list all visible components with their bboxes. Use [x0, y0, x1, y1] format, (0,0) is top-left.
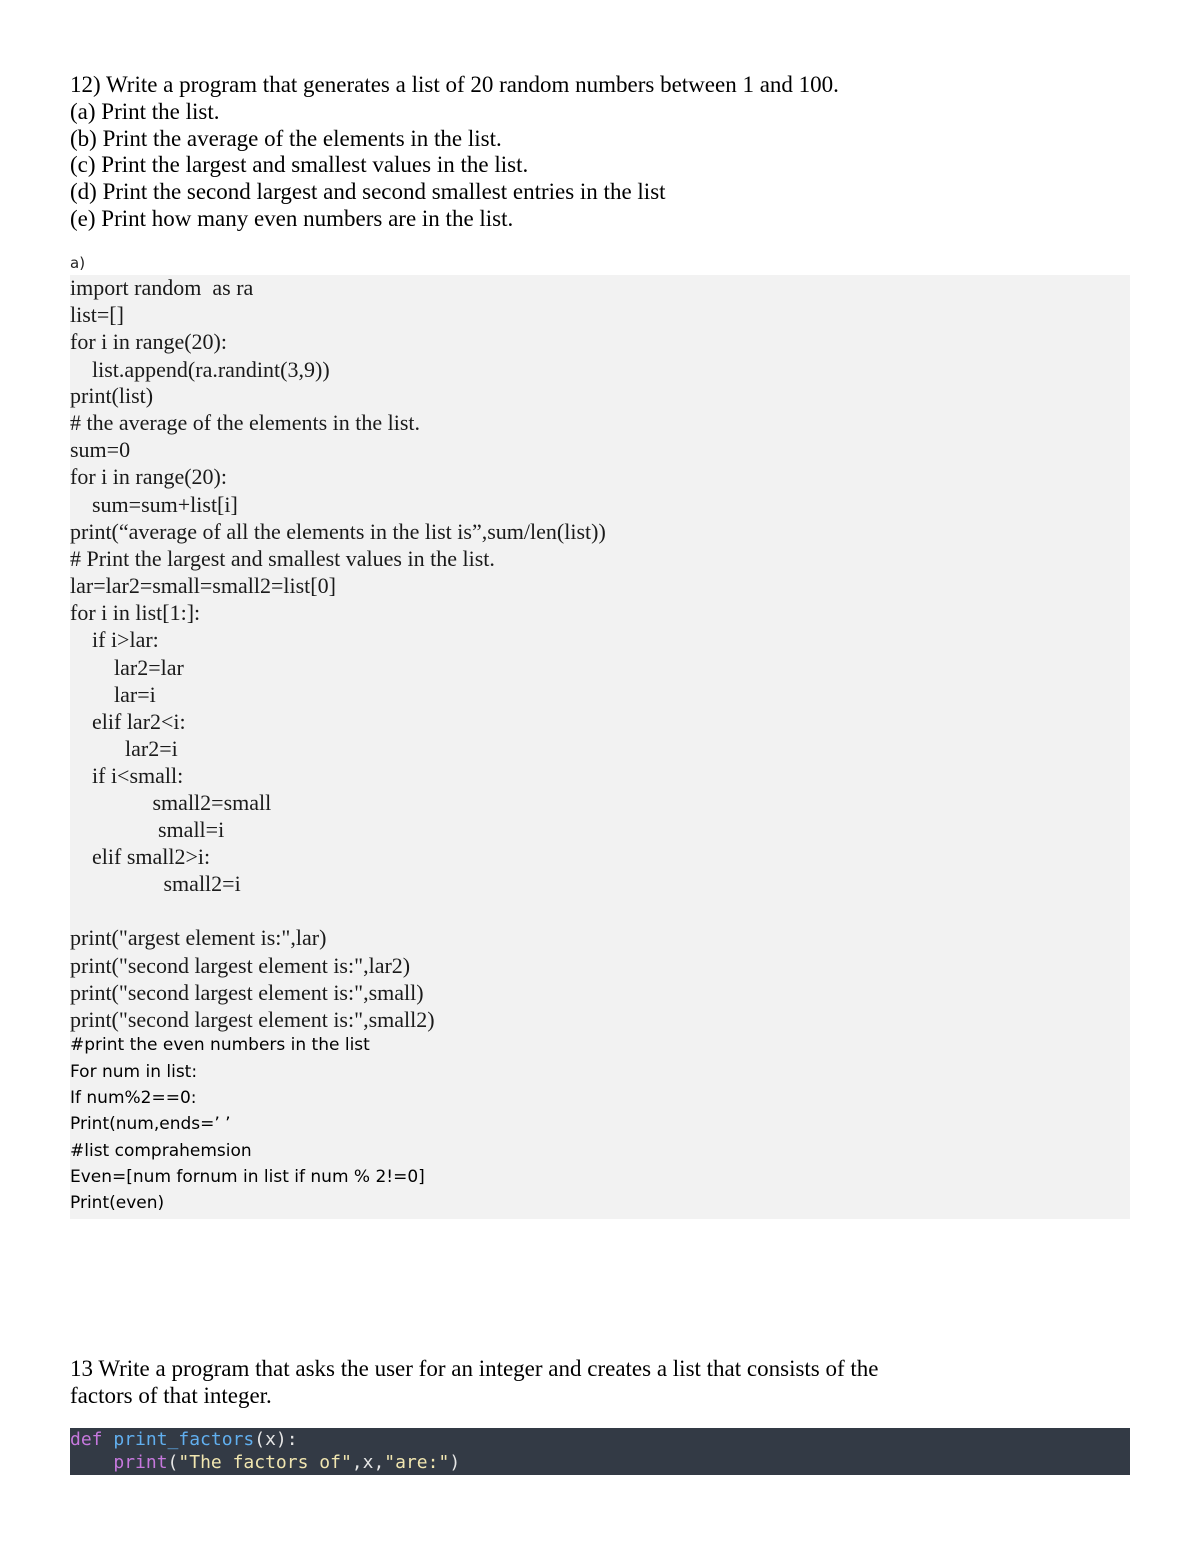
code-string: "The factors of" — [178, 1452, 352, 1473]
code-line: # the average of the elements in the list. — [70, 410, 421, 435]
code-line: For num in list: — [70, 1062, 198, 1082]
question-12 — [70, 72, 1130, 233]
code-line: lar2=lar — [70, 655, 184, 680]
code-line: Print(even) — [70, 1193, 165, 1213]
code-line: if i>lar: — [70, 627, 159, 652]
dark-code-line — [70, 1429, 298, 1451]
code-line: import random as ra — [70, 275, 254, 300]
question-12-line: 12) Write a program that generates a list of 20 random numbers between 1 and 100. — [70, 72, 839, 97]
code-line: for i in list[1:]: — [70, 600, 201, 625]
code-line: lar=lar2=small=small2=list[0] — [70, 573, 336, 598]
code-line: elif lar2<i: — [70, 709, 186, 734]
code-line: print("argest element is:",lar) — [70, 925, 327, 950]
dark-code-block — [70, 1428, 1130, 1475]
code-line: list=[] — [70, 302, 124, 327]
code-line: small2=i — [70, 871, 241, 896]
code-line: for i in range(20): — [70, 329, 227, 354]
code-string: "are:" — [384, 1452, 450, 1473]
code-line: Print(num,ends=’ ’ — [70, 1114, 231, 1134]
question-13-line: 13 Write a program that asks the user for an integer and creates a list that consists of the — [70, 1356, 879, 1381]
code-line: sum=sum+list[i] — [70, 492, 238, 517]
code-line: Even=[num fornum in list if num % 2!=0] — [70, 1167, 425, 1187]
part-label: a) — [70, 254, 86, 272]
code-line: for i in range(20): — [70, 464, 227, 489]
code-args: ,x, — [351, 1452, 385, 1473]
code-line: print(list) — [70, 383, 154, 408]
code-line: if i<small: — [70, 763, 184, 788]
code-line: If num%2==0: — [70, 1088, 197, 1108]
code-line: lar2=i — [70, 736, 178, 761]
question-12-line: (a) Print the list. — [70, 98, 220, 124]
code-paren: ) — [449, 1452, 461, 1473]
question-12-line: (e) Print how many even numbers are in the list. — [70, 205, 514, 231]
code-indent — [70, 1452, 113, 1473]
code-params: (x): — [254, 1429, 298, 1450]
keyword-def: def — [70, 1429, 103, 1450]
question-13 — [70, 1356, 1130, 1410]
code-line: small2=small — [70, 790, 272, 815]
code-block — [70, 275, 1130, 1219]
builtin-print: print — [113, 1452, 168, 1473]
function-name: print_factors — [113, 1429, 255, 1450]
question-13-line: factors of that integer. — [70, 1382, 272, 1408]
dark-code-line — [70, 1452, 460, 1474]
code-line: print("second largest element is:",small2) — [70, 1007, 435, 1032]
code-line: elif small2>i: — [70, 844, 211, 869]
code-line: lar=i — [70, 682, 156, 707]
code-paren: ( — [167, 1452, 179, 1473]
code-line: print("second largest element is:",small) — [70, 980, 424, 1005]
code-line: #print the even numbers in the list — [70, 1035, 370, 1055]
question-12-line: (b) Print the average of the elements in the list. — [70, 125, 502, 151]
code-line: print("second largest element is:",lar2) — [70, 953, 411, 978]
code-line: print(“average of all the elements in the list is”,sum/len(list)) — [70, 519, 606, 544]
question-12-line: (d) Print the second largest and second smallest entries in the list — [70, 179, 666, 205]
code-line: sum=0 — [70, 437, 131, 462]
code-line: small=i — [70, 817, 225, 842]
code-line: list.append(ra.randint(3,9)) — [70, 357, 330, 382]
code-line: #list comprahemsion — [70, 1141, 252, 1161]
question-12-line: (c) Print the largest and smallest values in the list. — [70, 152, 529, 178]
code-line: # Print the largest and smallest values in the list. — [70, 546, 495, 571]
